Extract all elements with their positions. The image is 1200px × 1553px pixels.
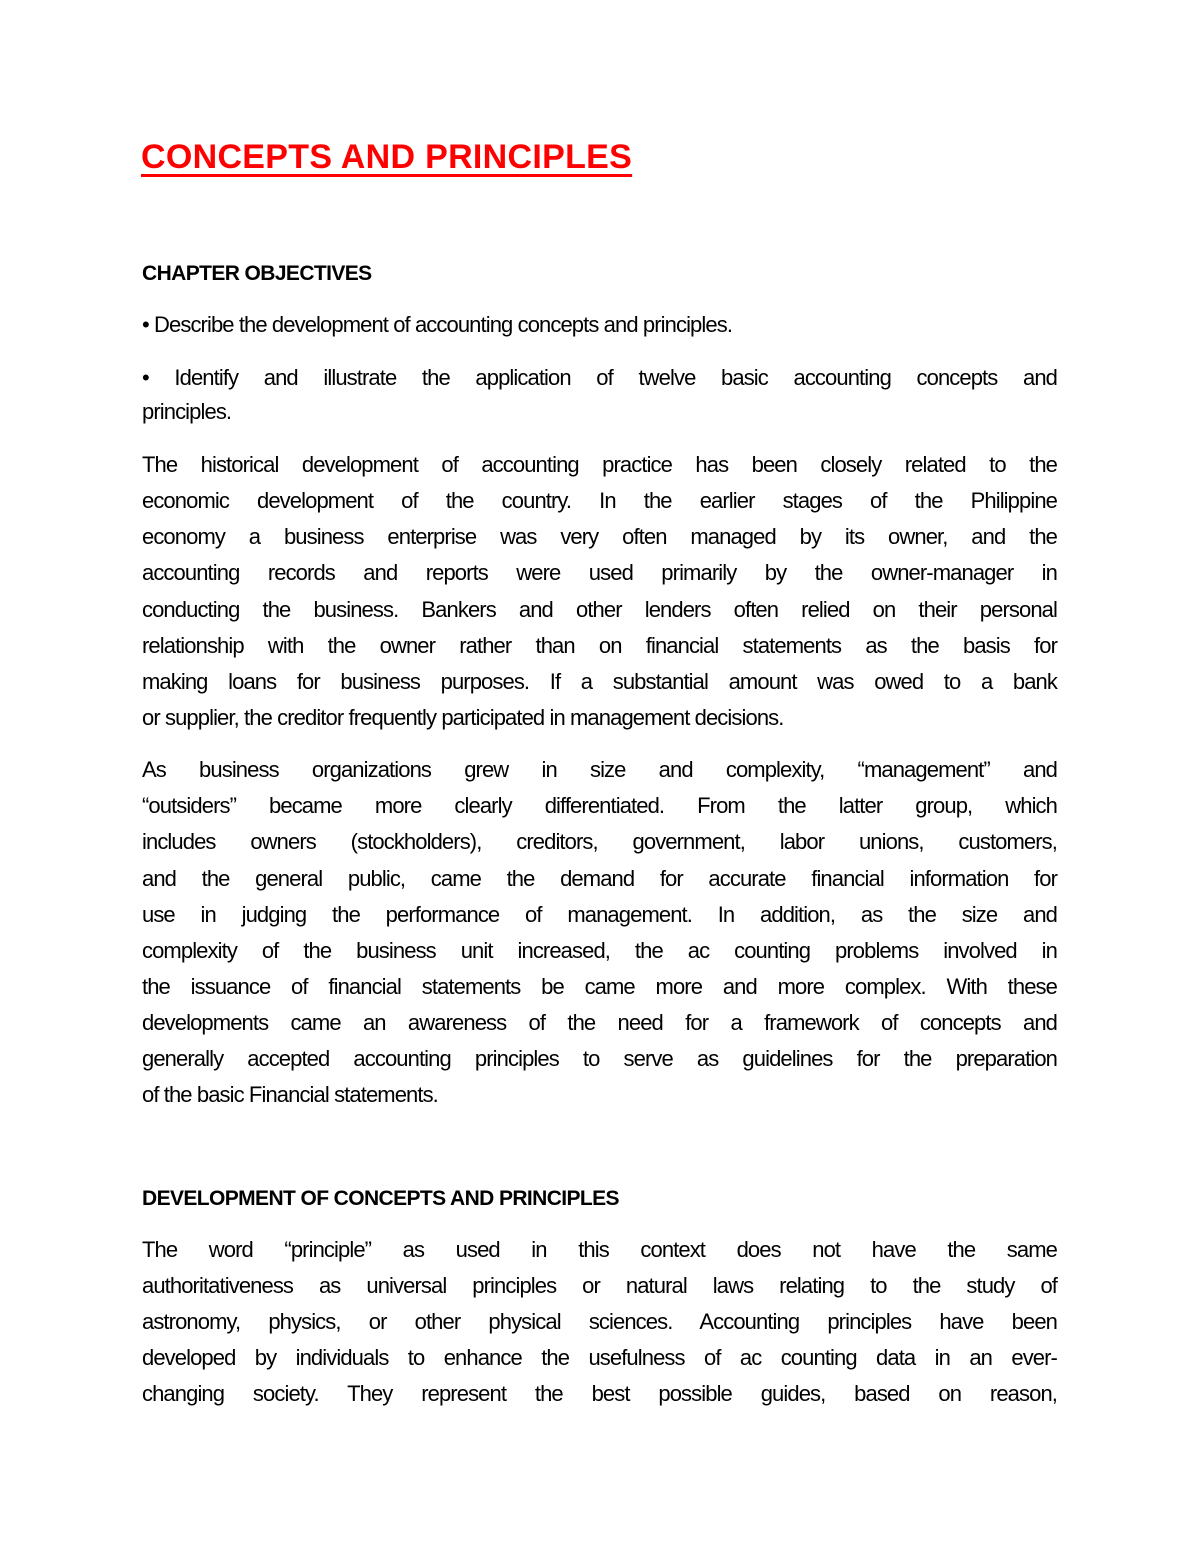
paragraph-3-line-1: The word “principle” as used in this context does not have the same [142, 1237, 1057, 1262]
paragraph-1-line-8: or supplier, the creditor frequently participated in management decisions. [142, 705, 784, 730]
objective-bullet-2-line-1: • Identify and illustrate the application of twelve basic accounting concepts and [142, 365, 1057, 390]
paragraph-1-line-5: conducting the business. Bankers and other lenders often relied on their personal [142, 597, 1057, 622]
paragraph-3-line-4: developed by individuals to enhance the usefulness of ac counting data in an ever- [142, 1345, 1057, 1370]
paragraph-2-line-9: generally accepted accounting principles to serve as guidelines for the preparation [142, 1046, 1057, 1071]
paragraph-2-line-2: “outsiders” became more clearly differentiated. From the latter group, which [142, 793, 1057, 818]
paragraph-2-line-8: developments came an awareness of the need for a framework of concepts and [142, 1010, 1057, 1035]
paragraph-2-line-3: includes owners (stockholders), creditors, government, labor unions, customers, [142, 829, 1057, 854]
paragraph-2-line-4: and the general public, came the demand for accurate financial information for [142, 866, 1057, 891]
paragraph-1-line-3: economy a business enterprise was very often managed by its owner, and the [142, 524, 1057, 549]
paragraph-2-line-1: As business organizations grew in size and complexity, “management” and [142, 757, 1057, 782]
paragraph-3-line-5: changing society. They represent the best possible guides, based on reason, [142, 1381, 1057, 1406]
objective-bullet-1: • Describe the development of accounting concepts and principles. [142, 312, 733, 337]
paragraph-3-line-2: authoritativeness as universal principles or natural laws relating to the study of [142, 1273, 1057, 1298]
paragraph-2-line-6: complexity of the business unit increased, the ac counting problems involved in [142, 938, 1057, 963]
paragraph-1-line-6: relationship with the owner rather than on financial statements as the basis for [142, 633, 1057, 658]
paragraph-2-line-10: of the basic Financial statements. [142, 1082, 438, 1107]
paragraph-1-line-2: economic development of the country. In the earlier stages of the Philippine [142, 488, 1057, 513]
paragraph-2-line-7: the issuance of financial statements be came more and more complex. With these [142, 974, 1057, 999]
paragraph-3-line-3: astronomy, physics, or other physical sciences. Accounting principles have been [142, 1309, 1057, 1334]
section-heading-development: DEVELOPMENT OF CONCEPTS AND PRINCIPLES [142, 1187, 619, 1210]
paragraph-1-line-4: accounting records and reports were used primarily by the owner-manager in [142, 560, 1057, 585]
paragraph-2-line-5: use in judging the performance of management. In addition, as the size and [142, 902, 1057, 927]
paragraph-1-line-7: making loans for business purposes. If a substantial amount was owed to a bank [142, 669, 1057, 694]
section-heading-chapter-objectives: CHAPTER OBJECTIVES [142, 262, 372, 285]
document-title: CONCEPTS AND PRINCIPLES [141, 138, 633, 176]
objective-bullet-2-line-2: principles. [142, 399, 232, 424]
paragraph-1-line-1: The historical development of accounting practice has been closely related to the [142, 452, 1057, 477]
